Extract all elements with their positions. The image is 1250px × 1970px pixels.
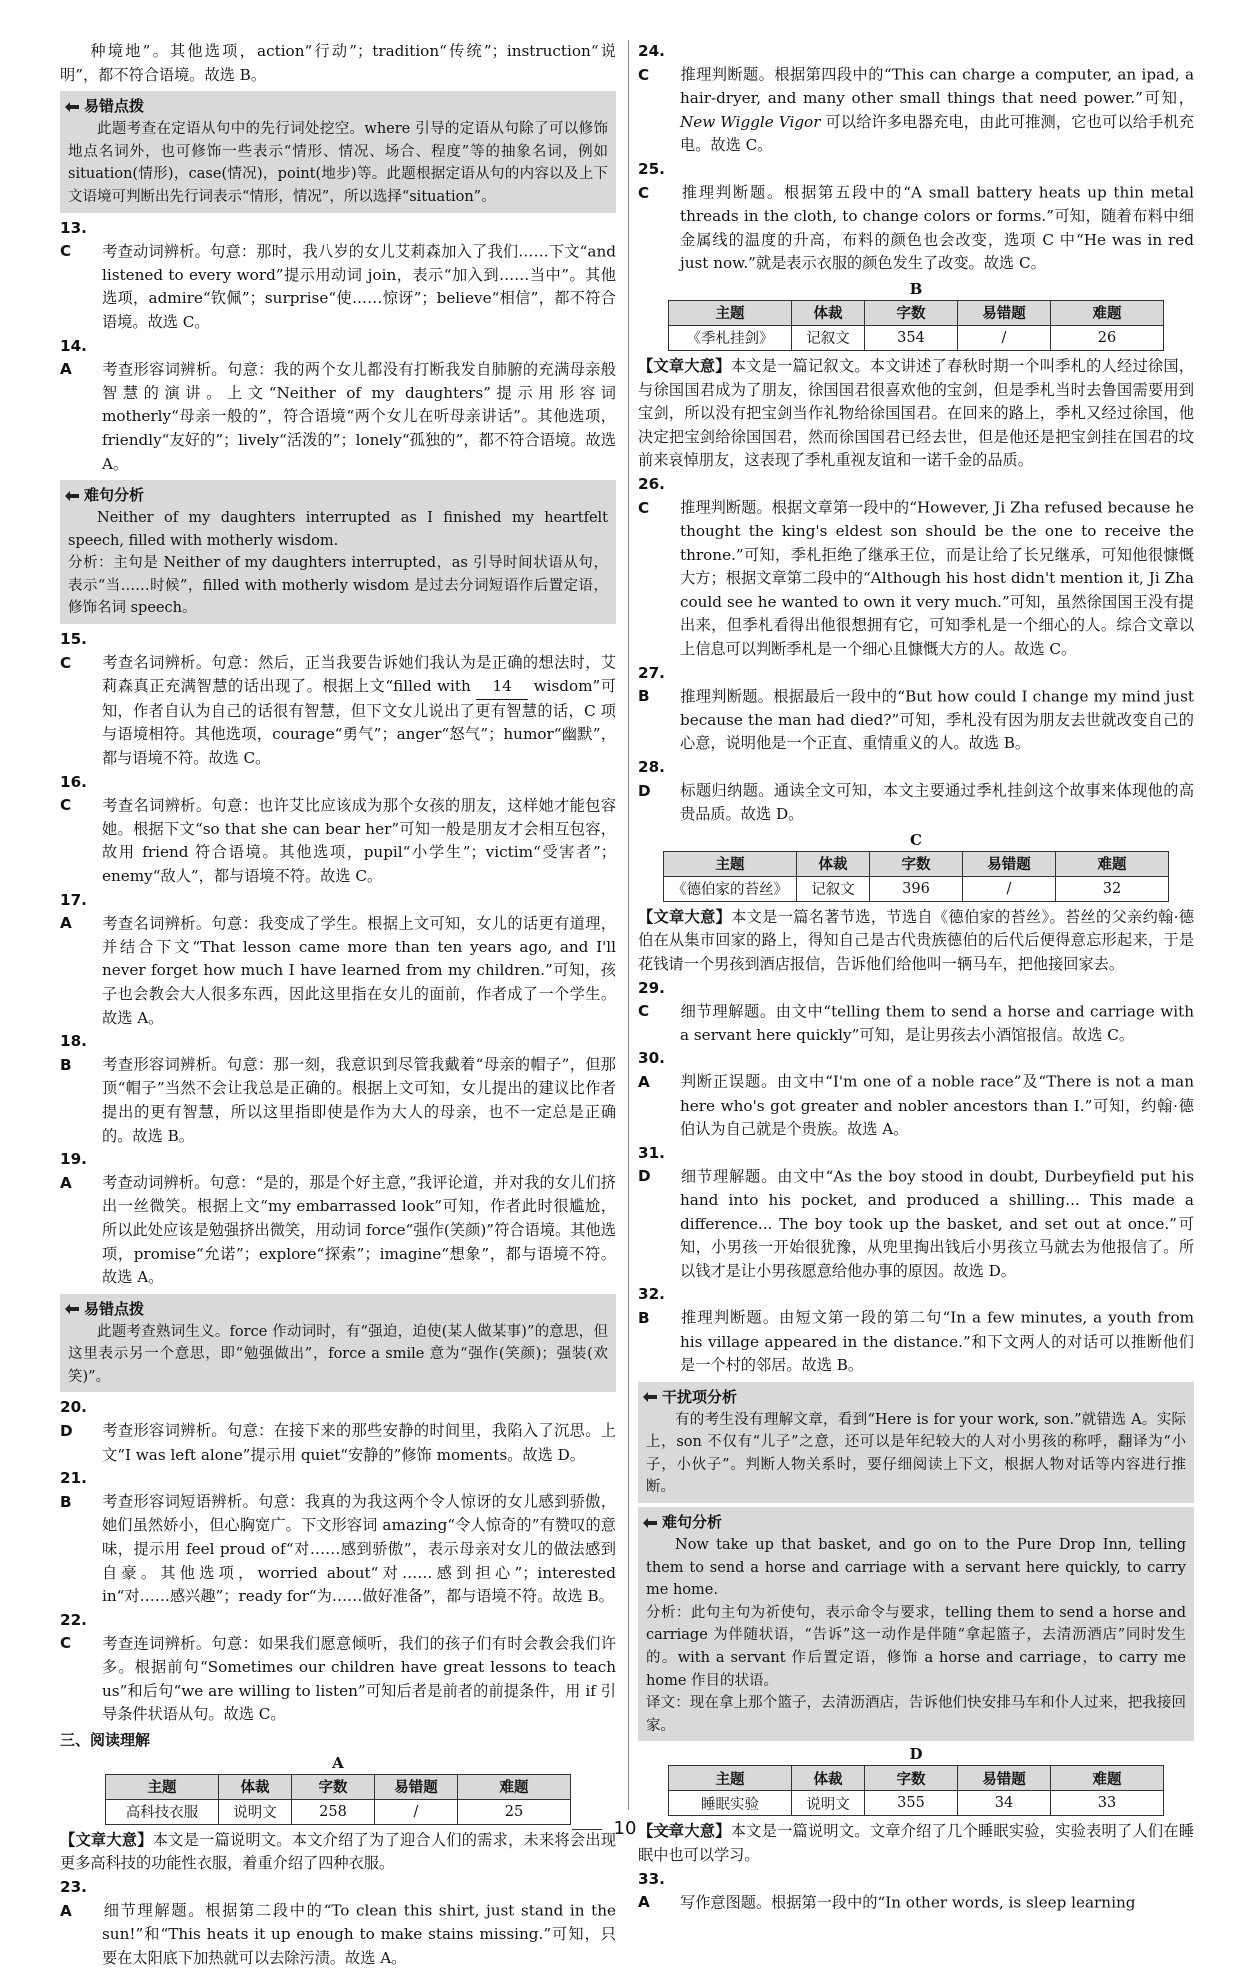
footer-dash-left bbox=[572, 1829, 602, 1830]
passage-letter-c: C bbox=[910, 830, 922, 849]
passage-letter-d: D bbox=[909, 1745, 923, 1764]
blank-14: 14 bbox=[476, 675, 528, 700]
hand-pointer-icon bbox=[64, 488, 80, 502]
summary-a: 【文章大意】本文是一篇说明文。本文介绍了为了迎合人们的需求，未来将会出现更多高科技的功能性衣服，着重介绍了四种衣服。 bbox=[60, 1830, 617, 1873]
answer-30: 30. A 判断正误题。由文中“I'm one of a noble race”及“There is not a man here who's got greater and nobler ancestors than I.”可知，约翰·德伯认为自己就是个贵族。故选 A。 bbox=[638, 1049, 1194, 1139]
hand-pointer-icon bbox=[64, 99, 80, 113]
answer-28: 28. D 标题归纳题。通读全文可知，本文主要通过季札挂剑这个故事来体现他的高贵品质。故选 D。 bbox=[638, 758, 1194, 824]
distractor-box: 干扰项分析 有的考生没有理解文章，看到“Here is for your work, son.”就错选 A。实际上，son 不仅有“儿子”之意，还可以是年纪较大的人对小男孩的称呼，翻译为“小子，小伙子”。判断人物关系时，要仔细阅读上下文，根据人物对话等内容进行推断。 bbox=[638, 1382, 1194, 1503]
summary-b: 【文章大意】本文是一篇记叙文。本文讲述了春秋时期一个叫季札的人经过徐国，与徐国国君成为了朋友，徐国国君很喜欢他的宝剑，但是季札当时去鲁国需要用到宝剑，所以没有把宝剑当作礼物给徐国国君。在回来的路上，季札又经过徐国，他决定把宝剑给徐国国君，然而徐国国君已经去世，但是他还是把宝剑挂在国君的坟前来哀悼朋友，这表现了季札重视友谊和一诺千金的品质。 bbox=[638, 356, 1195, 470]
answer-16: 16. C 考查名词辨析。句意：也许艾比应该成为那个女孩的朋友，这样她才能包容她。根据下文“so that she can bear her”可知一般是朋友才会相互包容，故用 friend 符合语境。其他选项，pupil“小学生”；victim“受害者”；enemy“敌人”，都与语境不符。故选 C。 bbox=[60, 772, 616, 885]
answer-33: 33. A 写作意图题。根据第一段中的“In other words, is sleep learning bbox=[638, 1869, 1136, 1912]
tip-box-header bbox=[64, 95, 608, 116]
passage-letter-b: B bbox=[909, 279, 923, 298]
hard-sentence-analysis: 分析：主句是 Neither of my daughters interrupted，as 引导时间状语从句，表示“当……时候”，filled with motherly wisdom 是过去分词短语作后置定语，修饰名词 speech。 bbox=[68, 555, 608, 617]
passage-info-table-d: 主题 体裁 字数 易错题 难题 睡眠实验 说明文 355 34 33 bbox=[668, 1765, 1164, 1816]
hand-pointer-icon bbox=[64, 1301, 80, 1315]
answer-19: 19. A 考查动词辨析。句意：“是的，那是个好主意，”我评论道，并对我的女儿们挤出一丝微笑。根据上文“my embarrassed look”可知，作者此时很尴尬，所以此处应该是勉强挤出微笑，用动词 force“强作(笑颜)”符合语境。其他选项，promise“允诺”；explore“探索”；imagine“想象”，都与语境不符。故选 A。 bbox=[60, 1150, 616, 1287]
answer-29: 29. C 细节理解题。由文中“telling them to send a horse and carriage with a servant here quickly”可知，是让男孩去小酒馆报信。故选 C。 bbox=[638, 978, 1194, 1044]
answer-20: 20. D 考查形容词辨析。句意：在接下来的那些安静的时间里，我陷入了沉思。上文“I was left alone”提示用 quiet“安静的”修饰 moments。故选 D。 bbox=[60, 1398, 616, 1464]
answer-21: 21. B 考查形容词短语辨析。句意：我真的为我这两个令人惊讶的女儿感到骄傲，她们虽然娇小，但心胸宽广。下文形容词 amazing“令人惊奇的”有赞叹的意味，提示用 feel proud of“对……感到骄傲”，表示母亲对女儿的做法感到自豪。其他选项，worried about“对……感到担心”；interested in“对……感兴趣”；ready for“为……做好准备”，都与语境不符。故选 B。 bbox=[60, 1469, 616, 1606]
answer-22: 22. C 考查连词辨析。句意：如果我们愿意倾听，我们的孩子们有时会教会我们许多。根据前句“Sometimes our children have great lessons to teach us”和后句“we are willing to listen”可知后者是前者的前提条件，用 if 引导条件状语从句。故选 C。 bbox=[60, 1610, 616, 1724]
page-footer bbox=[0, 1818, 1250, 1839]
left-column bbox=[60, 40, 616, 1970]
column-divider bbox=[628, 40, 629, 1810]
answer-14: 14. A 考查形容词辨析。句意：我的两个女儿都没有打断我发自肺腑的充满母亲般智慧的演讲。上文“Neither of my daughters”提示用形容词 motherly“母亲一般的”，符合语境“两个女儿在听母亲讲话”。其他选项，friendly“友好的”；lively“活泼的”；lonely“孤独的”，都不符合语境。故选 A。 bbox=[60, 336, 616, 473]
intro-text: 种境地”。其他选项，action“行动”；tradition“传统”；instruction“说明”，都不符合语境。故选 B。 bbox=[60, 42, 616, 84]
answer-25: 25. C 推理判断题。根据第五段中的“A small battery heats up thin metal threads in the cloth, to change colors or forms.”可知，随着布料中细金属线的温度的升高，布料的颜色也会改变，选项 C 中“He was in red just now.”就是表示衣服的颜色发生了改变。故选 C。 bbox=[638, 159, 1194, 273]
answer-23: 23. A 细节理解题。根据第二段中的“To clean this shirt, just stand in the sun!”和“This heats it up enough to make stains missing.”可知，只要在太阳底下加热就可以去除污渍。故选 A。 bbox=[60, 1877, 616, 1967]
summary-c: 【文章大意】本文是一篇名著节选，节选自《德伯家的苔丝》。苔丝的父亲约翰·德伯在从集市回家的路上，得知自己是古代贵族德伯的后代后便得意忘形起来，于是花钱请一个男孩到酒店报信，告诉他们给他叫一辆马车，把他接回家去。 bbox=[638, 907, 1195, 973]
right-column bbox=[638, 40, 1194, 1915]
answer-18: 18. B 考查形容词辨析。句意：那一刻，我意识到尽管我戴着“母亲的帽子”，但那顶“帽子”当然不会让我总是正确的。根据上文可知，女儿提出的建议比作者提出的更有智慧，所以这里指即使是作为大人的母亲，也不一定总是正确的。故选 B。 bbox=[60, 1032, 616, 1145]
answer-15: 15. C 考查名词辨析。句意：然后，正当我要告诉她们我认为是正确的想法时，艾莉森真正充满智慧的话出现了。根据上文“filled with 14 wisdom”可知，作者自认为自己的话很有智慧，但下文女儿说出了更有智慧的话，C 项与语境相符。其他选项，courage“勇气”；anger“怒气”；humor“幽默”，都与语境不符。故选 C。 bbox=[60, 630, 617, 768]
page-number: 10 bbox=[613, 1818, 637, 1839]
hard-sentence-quote: Neither of my daughters interrupted as I finished my heartfelt speech, filled with motherly wisdom. bbox=[68, 510, 608, 549]
answer-27: 27. B 推理判断题。根据最后一段中的“But how could I change my mind just because the man had died?”可知，季札没有因为朋友去世就改变自己的心意，说明他是一个正直、重情重义的人。故选 B。 bbox=[638, 663, 1194, 753]
summary-d: 【文章大意】本文是一篇说明文。文章介绍了几个睡眠实验，实验表明了人们在睡眠中也可以学习。 bbox=[638, 1822, 1195, 1864]
passage-info-table-a: 主题 体裁 字数 易错题 难题 高科技衣服 说明文 258 / 25 bbox=[105, 1774, 571, 1825]
answer-31: 31. D 细节理解题。由文中“As the boy stood in doubt, Durbeyfield put his hand into his pocket, and produced a shilling... This made a difference... The boy took up the basket, and set out at once.”可知，小男孩一开始很犹豫，从兜里掏出钱后小男孩立马就去为他报信了。所以钱才是让小男孩愿意给他办事的原因。故选 D。 bbox=[638, 1143, 1194, 1280]
section-title: 三、阅读理解 bbox=[60, 1730, 151, 1749]
passage-info-table-c: 主题 体裁 字数 易错题 难题 《德伯家的苔丝》 记叙文 396 / 32 bbox=[663, 851, 1169, 902]
hard-sentence-box-2: 难句分析 Now take up that basket, and go on to the Pure Drop Inn, telling them to send a horse and carriage with a servant here quickly, to carry me home. 分析：此句主句为祈使句，表示命令与要求，telling them to send a horse and carriage 为伴随状语，“告诉”这一动作是伴随“拿起篮子，去清沥酒店”同时发生的。with a servant 作后置定语，修饰 a horse and carriage，to carry me home 作目的状语。 译文：现在拿上那个篮子，去清沥酒店，告诉他们快安排马车和仆人过来，把我接回家。 bbox=[638, 1507, 1194, 1741]
footer-dash-right bbox=[648, 1829, 678, 1830]
hand-pointer-icon bbox=[642, 1515, 658, 1529]
tip-box-text: 此题考查在定语从句中的先行词处挖空。where 引导的定语从句除了可以修饰地点名词外，也可修饰一些表示“情形、情况、场合、程度”等的抽象名词，例如 situation(情形)，case(情况)，point(地步)等。此题根据定语从句的内容以及上下文语境可判断出先行词表示“情形，情况”，所以选择“situation”。 bbox=[68, 121, 608, 205]
tip-box-1 bbox=[60, 91, 616, 212]
answer-32: 32. B 推理判断题。由短文第一段的第二句“In a few minutes, a youth from his village appeared in the distance.”和下文两人的对话可以推断他们是一个村的邻居。故选 B。 bbox=[638, 1285, 1194, 1375]
tip-box-2: 易错点拨 此题考查熟词生义。force 作动词时，有“强迫，迫使(某人做某事)”的意思，但这里表示另一个意思，即“勉强做出”，force a smile 意为“强作(笑颜)；强装(欢笑)”。 bbox=[60, 1294, 616, 1393]
hand-pointer-icon bbox=[642, 1389, 658, 1403]
hard-sentence-box-1 bbox=[60, 480, 616, 624]
answer-26: 26. C 推理判断题。根据文章第一段中的“However, Ji Zha refused because he thought the king's eldest son should be the one to receive the throne.”可知，季札拒绝了继承王位，而是让给了长兄继承，可知他很慷慨大方；根据文章第二段中的“Although his host didn't mention it, Ji Zha could see he wanted to own it very much.”可知，虽然徐国国王没有提出来，但季札看得出他很想拥有它，可知季札是一个细心的人。综合文章以上信息可以判断季札是一个细心且慷慨大方的人。故选 C。 bbox=[638, 474, 1194, 659]
answer-24: 24. C 推理判断题。根据第四段中的“This can charge a computer, an ipad, a hair-dryer, and many other small things that need power.”可知，New Wiggle Vigor 可以给许多电器充电，由此可推测，它也可以给手机充电。故选 C。 bbox=[638, 42, 1195, 155]
hard-sentence-header: 难句分析 bbox=[64, 484, 608, 505]
passage-letter-a: A bbox=[332, 1753, 344, 1772]
tip-box-title: 易错点拨 bbox=[84, 97, 145, 116]
answer-17: 17. A 考查名词辨析。句意：我变成了学生。根据上文可知，女儿的话更有道理，并结合下文“That lesson came more than ten years ago, and I'll never forget how much I have learned from my children.”可知，孩子也会教会大人很多东西，因此这里指在女儿的面前，作者成了一个学生。故选 A。 bbox=[60, 890, 616, 1027]
passage-info-table-b: 主题 体裁 字数 易错题 难题 《季札挂剑》 记叙文 354 / 26 bbox=[668, 300, 1164, 351]
answer-13: 13. C 考查动词辨析。句意：那时，我八岁的女儿艾莉森加入了我们……下文“and listened to every word”提示用动词 join，表示“加入到……当中”。其他选项，admire“钦佩”；surprise“使……惊讶”；believe“相信”，都不符合语境。故选 C。 bbox=[60, 218, 616, 331]
